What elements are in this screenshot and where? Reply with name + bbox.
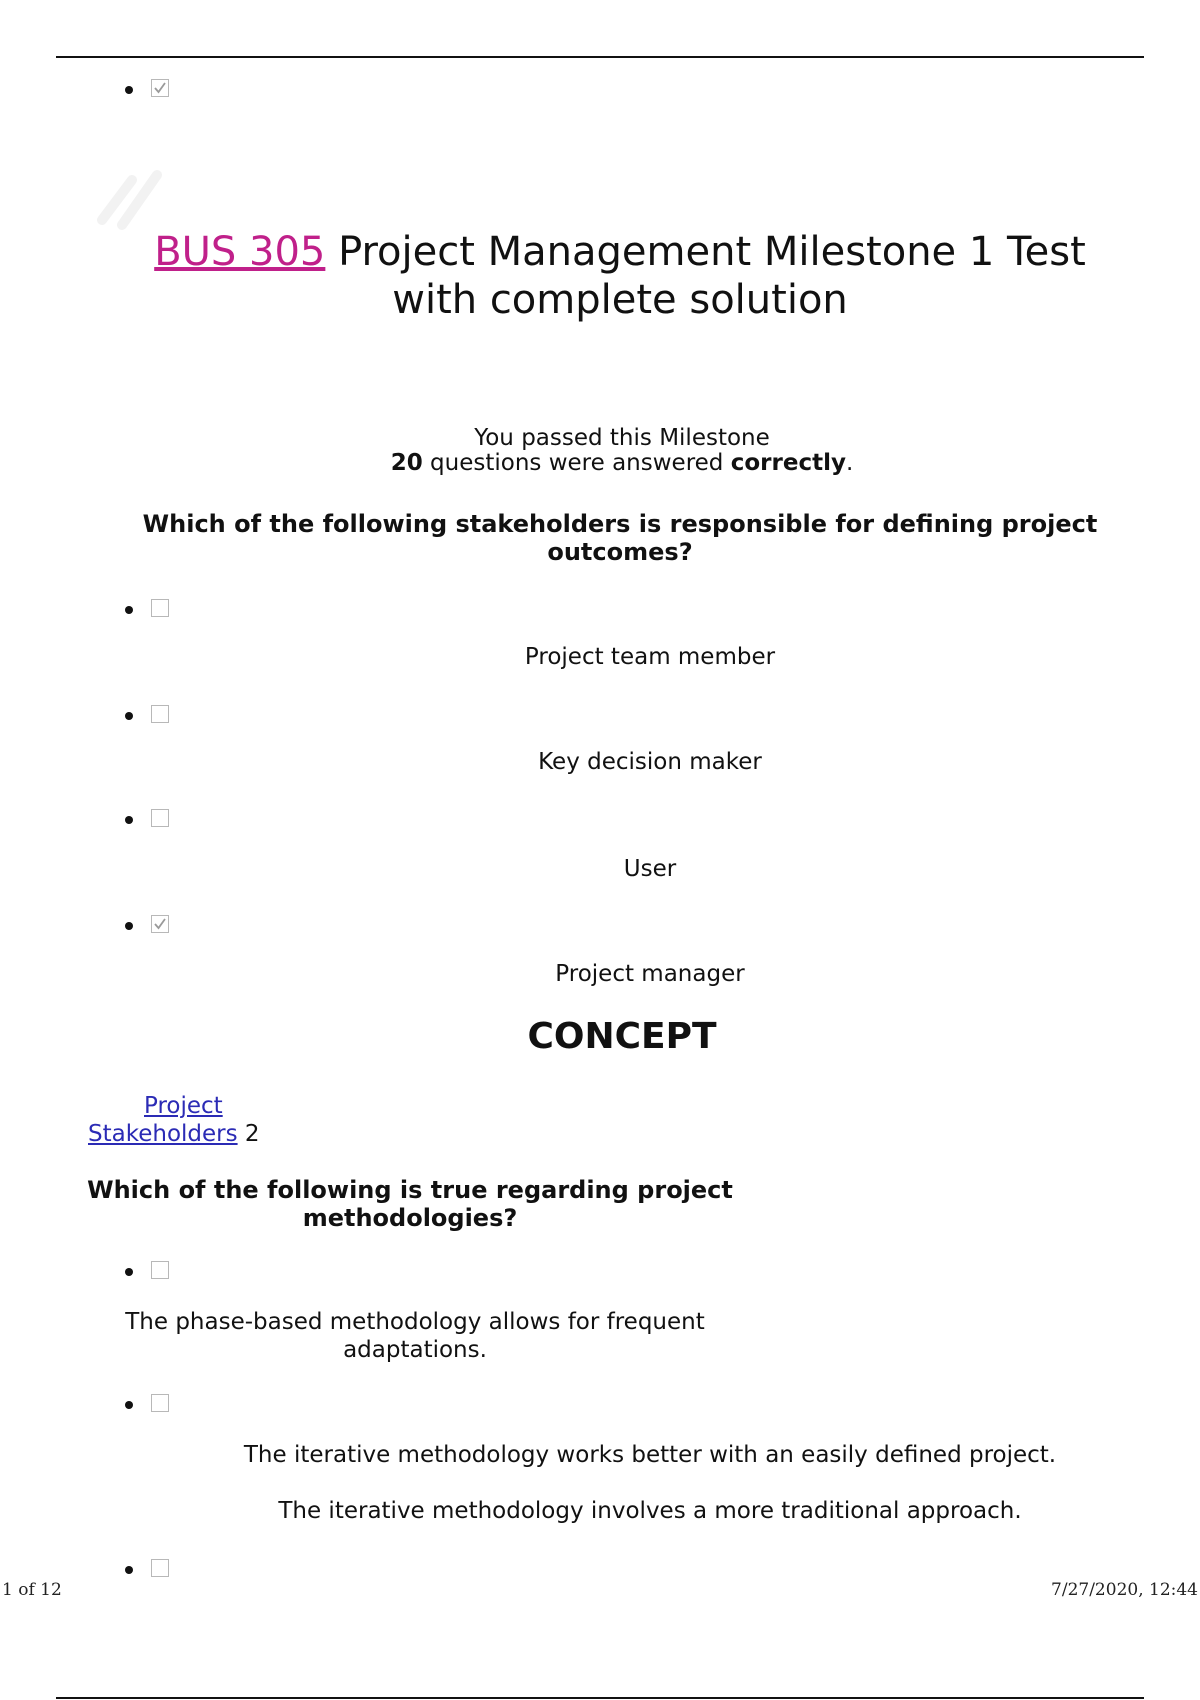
list-bullet [125, 86, 133, 94]
concept-heading: CONCEPT [527, 1016, 717, 1057]
result-bold: correctly [730, 450, 846, 476]
q2-option-3: The iterative methodology involves a more traditional approach. [278, 1498, 1022, 1524]
q1-option-1: Project team member [524, 644, 776, 670]
list-bullet [125, 1401, 133, 1409]
page-number: 1 of 12 [2, 1580, 62, 1600]
concept-reference [88, 1092, 260, 1148]
check-icon [153, 917, 167, 931]
checkbox-q2-option-2[interactable] [151, 1394, 169, 1412]
title-line2: with complete solution [392, 277, 848, 323]
list-bullet [125, 1566, 133, 1574]
q2-option-1: The phase-based methodology allows for frequent adaptations. [125, 1309, 705, 1363]
title-text: Project Management Milestone 1 Test [325, 229, 1086, 275]
checkbox-q2-option-3[interactable] [151, 1559, 169, 1577]
checkbox-checked[interactable] [151, 79, 169, 97]
result-line1: You passed this Milestone [474, 425, 770, 451]
document-title [120, 228, 1120, 324]
title-line1 [120, 228, 1120, 276]
checkbox-q1-option-1[interactable] [151, 599, 169, 617]
concept-link-line1[interactable]: Project [144, 1093, 223, 1119]
q2-option-2: The iterative methodology works better with an easily defined project. [243, 1442, 1057, 1468]
result-line2 [0, 451, 1200, 476]
result-end: . [845, 450, 854, 476]
checkbox-q1-option-2[interactable] [151, 705, 169, 723]
print-datetime: 7/27/2020, 12:44 [1051, 1580, 1198, 1600]
q1-option-4: Project manager [555, 961, 745, 987]
list-bullet [125, 712, 133, 720]
question-1: Which of the following stakeholders is responsible for defining project outcomes? [142, 510, 1098, 566]
list-bullet [125, 606, 133, 614]
list-bullet [125, 816, 133, 824]
q1-option-2: Key decision maker [538, 749, 762, 775]
checkbox-q1-option-4[interactable] [151, 915, 169, 933]
top-rule [56, 56, 1144, 58]
check-icon [153, 81, 167, 95]
concept-link-line2[interactable]: Stakeholders [88, 1121, 238, 1147]
checkbox-q2-option-1[interactable] [151, 1261, 169, 1279]
bottom-rule [56, 1697, 1144, 1699]
q1-option-3: User [623, 856, 677, 882]
correct-count: 20 [390, 450, 423, 476]
list-bullet [125, 1268, 133, 1276]
question-2: Which of the following is true regarding project methodologies? [87, 1176, 733, 1232]
question-number: 2 [244, 1121, 260, 1147]
checkbox-q1-option-3[interactable] [151, 809, 169, 827]
result-middle: questions were answered [422, 450, 731, 476]
course-link[interactable]: BUS 305 [154, 229, 326, 275]
result-summary [0, 426, 1200, 476]
list-bullet [125, 922, 133, 930]
